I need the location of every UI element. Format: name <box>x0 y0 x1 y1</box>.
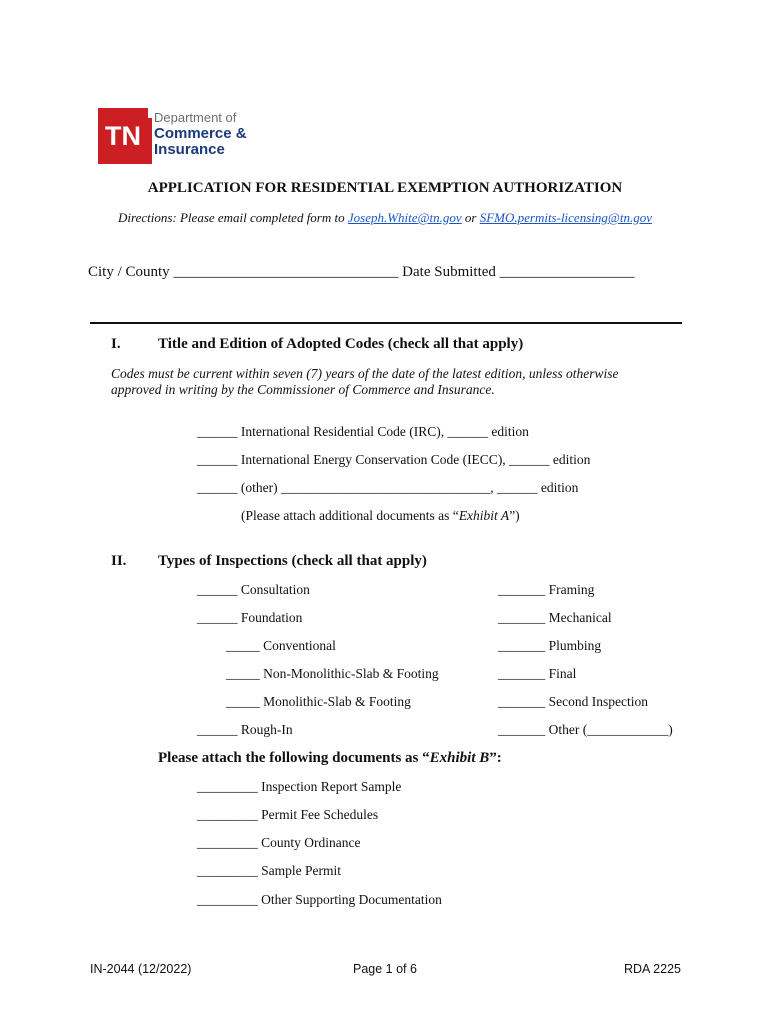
directions <box>0 210 770 226</box>
inspection-foundation[interactable]: ______ Foundation <box>197 610 303 625</box>
inspection-framing[interactable]: _______ Framing <box>498 582 595 597</box>
section-2-number: II. <box>111 553 127 569</box>
section-1-heading: Title and Edition of Adopted Codes (check all that apply) <box>158 336 524 352</box>
document-county-ordinance[interactable]: _________ County Ordinance <box>197 835 361 850</box>
inspection-consultation[interactable]: ______ Consultation <box>197 582 310 597</box>
email-link-joseph-white[interactable]: Joseph.White@tn.gov <box>347 210 462 225</box>
exhibit-b-label: Exhibit B <box>429 750 490 766</box>
logo-line-3: Insurance <box>154 141 225 158</box>
document-permit-fee[interactable]: _________ Permit Fee Schedules <box>197 807 379 822</box>
inspection-conventional[interactable]: _____ Conventional <box>226 638 336 653</box>
footer-page-number: Page 1 of 6 <box>353 962 417 976</box>
inspection-non-monolithic-slab[interactable]: _____ Non-Monolithic-Slab & Footing <box>226 666 439 681</box>
form-title: APPLICATION FOR RESIDENTIAL EXEMPTION AUTHORIZATION <box>147 180 623 196</box>
logo-line-1: Department of <box>154 110 237 125</box>
city-county-date-field[interactable]: City / County ______________________________ Date Submitted __________________ <box>88 264 635 280</box>
section-divider <box>90 322 682 324</box>
section-2-heading: Types of Inspections (check all that apply) <box>158 553 427 569</box>
document-sample-permit[interactable]: _________ Sample Permit <box>197 863 341 878</box>
exhibit-a-label: Exhibit A <box>458 508 510 523</box>
code-item-iecc[interactable]: ______ International Energy Conservation Code (IECC), ______ edition <box>197 452 591 467</box>
inspection-rough-in[interactable]: ______ Rough-In <box>197 722 293 737</box>
exhibit-a-prefix: (Please attach additional documents as “ <box>241 508 459 523</box>
logo-line-2: Commerce & <box>154 125 247 142</box>
inspection-plumbing[interactable]: _______ Plumbing <box>498 638 602 653</box>
document-inspection-report[interactable]: _________ Inspection Report Sample <box>197 779 402 794</box>
inspection-second[interactable]: _______ Second Inspection <box>498 694 648 709</box>
exhibit-a-note <box>241 508 520 524</box>
logo-accent-bar <box>148 118 152 164</box>
email-link-sfmo-permits[interactable]: SFMO.permits-licensing@tn.gov <box>479 210 652 225</box>
section-1-note-line-2: approved in writing by the Commissioner of Commerce and Insurance. <box>111 382 495 397</box>
inspection-final[interactable]: _______ Final <box>498 666 577 681</box>
inspection-other[interactable]: _______ Other (____________) <box>498 722 673 737</box>
document-other-supporting[interactable]: _________ Other Supporting Documentation <box>197 892 442 907</box>
section-1-number: I. <box>111 336 121 352</box>
directions-prefix: Directions: Please email completed form to <box>118 210 348 225</box>
exhibit-b-prefix: Please attach the following documents as “ <box>158 750 430 766</box>
footer-rda: RDA 2225 <box>624 962 681 976</box>
section-1-note-line-1: Codes must be current within seven (7) years of the date of the latest edition, unless otherwise <box>111 366 619 381</box>
logo-text <box>154 110 247 158</box>
inspection-mechanical[interactable]: _______ Mechanical <box>498 610 612 625</box>
exhibit-b-heading <box>158 750 502 767</box>
exhibit-a-suffix: ”) <box>509 508 520 523</box>
logo-badge: TN <box>98 108 148 164</box>
code-item-other[interactable]: ______ (other) _______________________________, ______ edition <box>197 480 579 495</box>
footer-form-id: IN-2044 (12/2022) <box>90 962 192 976</box>
inspection-monolithic-slab[interactable]: _____ Monolithic-Slab & Footing <box>226 694 411 709</box>
exhibit-b-suffix: ”: <box>489 750 502 766</box>
directions-middle: or <box>461 210 480 225</box>
tn-commerce-insurance-logo <box>98 104 258 166</box>
code-item-irc[interactable]: ______ International Residential Code (IRC), ______ edition <box>197 424 529 439</box>
